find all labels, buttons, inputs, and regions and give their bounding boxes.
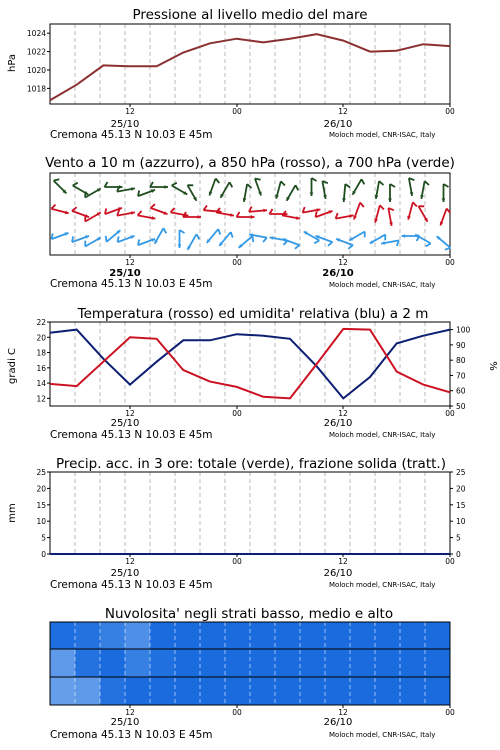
y-tick-label-right: 20 bbox=[456, 484, 466, 494]
y-tick-label: 20 bbox=[36, 333, 46, 343]
wind-barb-700hpa-head bbox=[388, 199, 392, 203]
cloud-cell bbox=[75, 677, 101, 705]
wind-barb-850hpa-flag bbox=[138, 211, 142, 215]
cloud-cell bbox=[75, 649, 101, 677]
wind-barb-850hpa-flag bbox=[72, 207, 77, 211]
cloud-cell bbox=[75, 622, 101, 649]
wind-barb-700hpa-head bbox=[342, 198, 346, 202]
wind-barb-10m-flag bbox=[252, 236, 253, 242]
cloud-cell bbox=[425, 649, 451, 677]
wind-barb-700hpa-flag bbox=[281, 181, 285, 185]
cloud-cell bbox=[50, 677, 76, 705]
wind-barb-850hpa-flag bbox=[151, 204, 156, 208]
x-tick-label: 12 bbox=[125, 107, 135, 116]
y-tick-label: 12 bbox=[36, 394, 46, 404]
cloud-cell bbox=[375, 622, 401, 649]
wind-barb-10m-flag bbox=[348, 245, 353, 249]
model-credit: Moloch model, CNR-ISAC, Italy bbox=[329, 731, 436, 739]
y-tick-label-right: 25 bbox=[456, 468, 466, 477]
wind-barb-10m-flag bbox=[263, 238, 267, 242]
cloud-cell bbox=[375, 677, 401, 705]
wind-barb-10m-flag bbox=[106, 236, 107, 242]
cloud-cell bbox=[150, 622, 176, 649]
wind-barb-700hpa-flag bbox=[54, 179, 60, 180]
wind-barb-700hpa-flag bbox=[247, 184, 251, 188]
x-tick-label: 00 bbox=[445, 708, 455, 717]
x-tick-label: 00 bbox=[445, 107, 455, 116]
wind-barb-850hpa-flag bbox=[380, 205, 384, 209]
y-tick-label: 1022 bbox=[26, 47, 46, 57]
y-tick-label: 0 bbox=[41, 550, 46, 559]
cloud-cell bbox=[400, 677, 426, 705]
wind-barb-850hpa-flag bbox=[171, 208, 175, 212]
wind-barb-850hpa-flag bbox=[51, 205, 55, 209]
model-credit: Moloch model, CNR-ISAC, Italy bbox=[329, 581, 436, 589]
x-tick-label: 00 bbox=[445, 258, 455, 267]
x-tick-label: 00 bbox=[232, 107, 242, 116]
wind-barb-850hpa-flag bbox=[105, 208, 106, 214]
y-tick-label: 25 bbox=[36, 468, 46, 477]
cloud-cell bbox=[250, 649, 276, 677]
cloud-cell bbox=[425, 622, 451, 649]
y-tick-label-right: 70 bbox=[456, 371, 466, 381]
wind-barb-850hpa-head bbox=[263, 209, 267, 213]
wind-barb-10m-flag bbox=[138, 239, 139, 245]
x-tick-label: 00 bbox=[445, 409, 455, 418]
pressure-title: Pressione al livello medio del mare bbox=[132, 7, 368, 23]
cloud-cell bbox=[50, 649, 76, 677]
wind-barb-700hpa-flag bbox=[296, 185, 299, 190]
date-label-26-10: 26/10 bbox=[322, 268, 354, 279]
x-tick-label: 12 bbox=[338, 258, 348, 267]
y-tick-label: 14 bbox=[36, 379, 46, 389]
station-info: Cremona 45.13 N 10.03 E 45m bbox=[50, 429, 213, 441]
cloud-cell bbox=[300, 649, 326, 677]
precip-title: Precip. acc. in 3 ore: totale (verde), frazione solida (tratt.) bbox=[56, 456, 446, 472]
cloud-cell bbox=[300, 677, 326, 705]
cloud-cell bbox=[125, 677, 151, 705]
cloud-cell bbox=[350, 677, 376, 705]
cloud-cell bbox=[175, 649, 201, 677]
wind-barb-850hpa-head bbox=[251, 215, 255, 219]
x-tick-label: 00 bbox=[445, 557, 455, 566]
cloud-cell bbox=[250, 622, 276, 649]
wind-title: Vento a 10 m (azzurro), a 850 hPa (rosso), a 700 hPa (verde) bbox=[45, 155, 455, 171]
model-credit: Moloch model, CNR-ISAC, Italy bbox=[329, 281, 436, 289]
cloud-cell bbox=[375, 649, 401, 677]
cloud-cell bbox=[225, 622, 251, 649]
y-tick-label: 10 bbox=[36, 517, 46, 527]
y-tick-label-right: 50 bbox=[456, 402, 466, 411]
wind-barb-10m-flag bbox=[314, 241, 319, 244]
wind-barb-10m-flag bbox=[328, 242, 333, 246]
date-label-25-10: 25/10 bbox=[110, 568, 140, 579]
x-tick-label: 12 bbox=[338, 708, 348, 717]
wind-barb-700hpa-flag bbox=[73, 183, 78, 186]
cloud-cell bbox=[325, 622, 351, 649]
wind-barb-10m-flag bbox=[426, 244, 431, 247]
cloud-cell bbox=[350, 649, 376, 677]
pressure-panel bbox=[7, 7, 455, 141]
wind-barb-700hpa-head bbox=[310, 193, 314, 197]
cloud-cell bbox=[275, 622, 301, 649]
wind-barb-10m-flag bbox=[72, 236, 73, 242]
cloud-cell bbox=[150, 649, 176, 677]
pressure-ylabel: hPa bbox=[7, 53, 18, 73]
y-tick-label-right: 80 bbox=[456, 356, 466, 366]
y-tick-label: 1024 bbox=[26, 29, 46, 39]
cloud-cell bbox=[275, 649, 301, 677]
wind-barb-700hpa-flag bbox=[172, 183, 177, 186]
wind-barb-700hpa-flag bbox=[255, 179, 261, 180]
x-tick-label: 00 bbox=[232, 557, 242, 566]
cloud-cell bbox=[200, 649, 226, 677]
cloud-cell bbox=[125, 649, 151, 677]
precip-panel bbox=[7, 456, 466, 591]
humidity-ylabel: % bbox=[487, 361, 498, 371]
wind-barb-10m-flag bbox=[118, 236, 119, 242]
date-label-25-10: 25/10 bbox=[110, 418, 140, 429]
station-info: Cremona 45.13 N 10.03 E 45m bbox=[50, 579, 213, 591]
cloud-cell bbox=[125, 622, 151, 649]
cloud-panel bbox=[50, 606, 455, 741]
wind-barb-10m-head bbox=[178, 245, 182, 249]
cloud-cell bbox=[200, 677, 226, 705]
date-label-26-10: 26/10 bbox=[323, 717, 353, 728]
temp-humidity-panel bbox=[7, 306, 498, 441]
station-info: Cremona 45.13 N 10.03 E 45m bbox=[50, 278, 213, 290]
cloud-cell bbox=[425, 677, 451, 705]
wind-barb-850hpa-flag bbox=[360, 203, 364, 208]
cloud-cell bbox=[225, 649, 251, 677]
cloud-cell bbox=[175, 622, 201, 649]
y-tick-label-right: 60 bbox=[456, 386, 466, 396]
pressure-plot-frame bbox=[50, 24, 450, 104]
model-credit: Moloch model, CNR-ISAC, Italy bbox=[329, 431, 436, 439]
wind-barb-10m-flag bbox=[218, 229, 220, 235]
precip-plot-frame bbox=[50, 472, 450, 554]
wind-barb-700hpa-head bbox=[442, 199, 446, 203]
y-tick-label-right: 90 bbox=[456, 340, 466, 350]
wind-barb-10m-flag bbox=[197, 234, 200, 239]
x-tick-label: 00 bbox=[232, 708, 242, 717]
y-tick-label-right: 5 bbox=[456, 533, 461, 543]
wind-barb-700hpa-flag bbox=[216, 179, 220, 184]
date-label-25-10: 25/10 bbox=[109, 268, 141, 279]
wind-barb-850hpa-flag bbox=[316, 211, 317, 217]
temp-title: Temperatura (rosso) ed umidita' relativa (blu) a 2 m bbox=[77, 306, 429, 322]
x-tick-label: 00 bbox=[232, 258, 242, 267]
cloud-cell bbox=[200, 622, 226, 649]
wind-barb-700hpa-flag bbox=[230, 182, 233, 187]
y-tick-label: 15 bbox=[36, 500, 46, 510]
cloud-cell bbox=[300, 622, 326, 649]
y-tick-label: 20 bbox=[36, 484, 46, 494]
wind-barb-700hpa-flag bbox=[362, 179, 365, 184]
date-label-25-10: 25/10 bbox=[110, 717, 140, 728]
y-tick-label: 1018 bbox=[26, 84, 46, 94]
cloud-cell bbox=[225, 677, 251, 705]
cloud-cell bbox=[350, 622, 376, 649]
y-tick-label: 22 bbox=[36, 318, 46, 327]
x-tick-label: 00 bbox=[232, 409, 242, 418]
x-tick-label: 12 bbox=[338, 409, 348, 418]
station-info: Cremona 45.13 N 10.03 E 45m bbox=[50, 729, 213, 741]
wind-barb-10m-flag bbox=[295, 245, 300, 249]
date-label-26-10: 26/10 bbox=[323, 568, 353, 579]
cloud-cell bbox=[400, 649, 426, 677]
cloud-cell bbox=[325, 649, 351, 677]
y-tick-label: 16 bbox=[36, 363, 46, 373]
wind-barb-700hpa-flag bbox=[379, 181, 383, 185]
date-label-26-10: 26/10 bbox=[323, 119, 353, 130]
x-tick-label: 12 bbox=[125, 258, 135, 267]
y-tick-label: 5 bbox=[41, 533, 46, 543]
y-tick-label: 1020 bbox=[26, 65, 46, 75]
y-tick-label-right: 100 bbox=[456, 325, 471, 335]
cloud-cell bbox=[400, 622, 426, 649]
temp-ylabel: gradi C bbox=[7, 348, 18, 384]
x-tick-label: 12 bbox=[125, 557, 135, 566]
y-tick-label: 18 bbox=[36, 348, 46, 358]
cloud-cell bbox=[250, 677, 276, 705]
station-info: Cremona 45.13 N 10.03 E 45m bbox=[50, 129, 213, 141]
wind-barb-10m-head bbox=[402, 234, 406, 238]
date-label-25-10: 25/10 bbox=[110, 119, 140, 130]
wind-barb-850hpa-flag bbox=[413, 202, 417, 206]
y-tick-label-right: 15 bbox=[456, 500, 466, 510]
cloud-cell bbox=[325, 677, 351, 705]
wind-barb-700hpa-head bbox=[165, 185, 169, 189]
wind-barb-10m-flag bbox=[52, 233, 53, 239]
wind-barb-10m-flag bbox=[164, 228, 167, 233]
x-tick-label: 12 bbox=[125, 409, 135, 418]
cloud-cell bbox=[150, 677, 176, 705]
model-credit: Moloch model, CNR-ISAC, Italy bbox=[329, 131, 436, 139]
x-tick-label: 12 bbox=[338, 557, 348, 566]
cloud-cell bbox=[50, 622, 76, 649]
cloud-cell bbox=[100, 677, 126, 705]
wind-panel bbox=[45, 155, 455, 290]
x-tick-label: 12 bbox=[338, 107, 348, 116]
precip-ylabel: mm bbox=[7, 503, 18, 523]
cloud-cell bbox=[100, 649, 126, 677]
wind-barb-700hpa-flag bbox=[138, 190, 139, 196]
cloud-cell bbox=[100, 622, 126, 649]
cloud-cell bbox=[275, 677, 301, 705]
date-label-26-10: 26/10 bbox=[323, 418, 353, 429]
cloud-title: Nuvolosita' negli strati basso, medio e alto bbox=[104, 606, 394, 622]
y-tick-label-right: 10 bbox=[456, 517, 466, 527]
x-tick-label: 12 bbox=[125, 708, 135, 717]
wind-barb-10m-flag bbox=[231, 232, 233, 238]
y-tick-label-right: 0 bbox=[456, 550, 461, 559]
cloud-cell bbox=[175, 677, 201, 705]
